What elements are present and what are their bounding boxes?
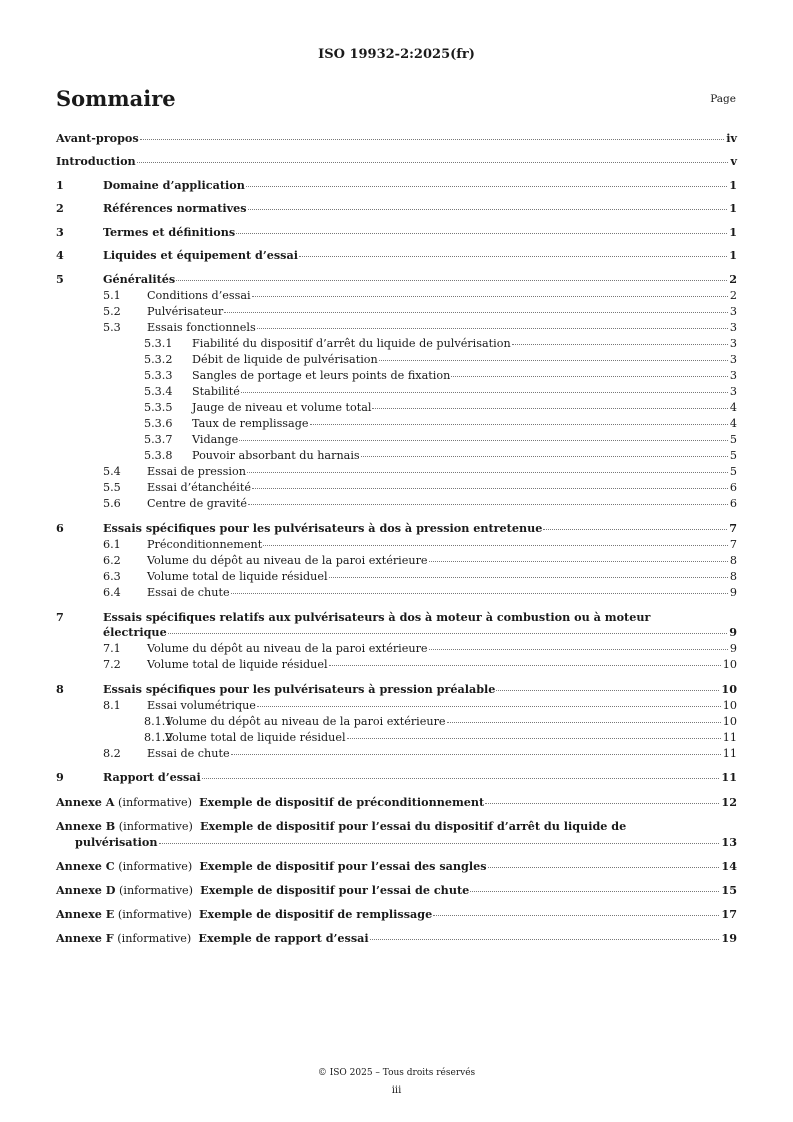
toc-entry-7[interactable] bbox=[103, 626, 737, 639]
toc-entry-text: Jauge de niveau et volume total bbox=[192, 401, 372, 414]
toc-entry-8-2[interactable] bbox=[103, 747, 737, 760]
toc-entry-page: 9 bbox=[729, 642, 737, 655]
annex-kind: (informative) bbox=[117, 908, 192, 921]
toc-entry-2[interactable] bbox=[56, 201, 737, 215]
toc-entry-annex-e[interactable] bbox=[56, 908, 737, 921]
toc-entry-page: 2 bbox=[729, 272, 737, 286]
toc-entry-page: 19 bbox=[721, 931, 737, 945]
toc-entry-7-2[interactable] bbox=[103, 658, 737, 671]
toc-entry-number: 5.3.3 bbox=[144, 369, 173, 382]
toc-entry-text: Volume du dépôt au niveau de la paroi extérieure bbox=[165, 715, 446, 728]
toc-entry-1[interactable] bbox=[56, 178, 737, 192]
toc-entry-text: Volume total de liquide résiduel bbox=[147, 658, 328, 671]
toc-entry-number: 6.4 bbox=[103, 586, 121, 599]
toc-entry-number: 4 bbox=[56, 248, 64, 262]
toc-entry-text: Avant-propos bbox=[56, 131, 139, 145]
toc-entry-text: Essai de pression bbox=[147, 465, 246, 478]
toc-entry-text: Essais spécifiques pour les pulvérisateurs à dos à pression entretenue bbox=[103, 521, 543, 535]
toc-entry-text: Fiabilité du dispositif d’arrêt du liquide de pulvérisation bbox=[192, 337, 511, 350]
toc-entry-text: Vidange bbox=[192, 433, 239, 446]
toc-entry-7-number: 7 bbox=[56, 610, 64, 624]
toc-entry-text: Exemple de dispositif de remplissage bbox=[199, 907, 433, 921]
page-number: iii bbox=[391, 1085, 402, 1096]
toc-entry-page: 3 bbox=[729, 337, 737, 350]
toc-entry-page: 7 bbox=[729, 521, 737, 535]
toc-entry-6-2[interactable] bbox=[103, 554, 737, 567]
toc-entry-number: 5.3 bbox=[103, 321, 121, 334]
toc-entry-text: Préconditionnement bbox=[147, 538, 263, 551]
toc-entry-number: 5.3.8 bbox=[144, 449, 173, 462]
toc-entry-5-3-4[interactable] bbox=[144, 385, 737, 398]
toc-entry-number: 5.3.5 bbox=[144, 401, 173, 414]
annex-kind: (informative) bbox=[117, 932, 192, 945]
toc-entry-text: Essai volumétrique bbox=[147, 699, 256, 712]
toc-entry-5-3-6[interactable] bbox=[144, 417, 737, 430]
toc-entry-5-3-1[interactable] bbox=[144, 337, 737, 350]
annex-label: Annexe C bbox=[56, 859, 115, 873]
toc-entry-text: Essai de chute bbox=[147, 747, 230, 760]
toc-entry-6-1[interactable] bbox=[103, 538, 737, 551]
toc-entry-5-6[interactable] bbox=[103, 497, 737, 510]
toc-entry-number: 8 bbox=[56, 682, 64, 696]
toc-entry-page: 7 bbox=[729, 538, 737, 551]
toc-entry-5-3-7[interactable] bbox=[144, 433, 737, 446]
toc-entry-number: 5.4 bbox=[103, 465, 121, 478]
annex-kind: (informative) bbox=[118, 796, 193, 809]
toc-entry-text: Liquides et équipement d’essai bbox=[103, 248, 298, 262]
toc-entry-page: iv bbox=[726, 131, 737, 145]
toc-entry-number: 5.3.2 bbox=[144, 353, 173, 366]
toc-entry-4[interactable] bbox=[56, 248, 737, 262]
toc-entry-text: Essai de chute bbox=[147, 586, 230, 599]
toc-entry-text: Pouvoir absorbant du harnais bbox=[192, 449, 360, 462]
toc-entry-text: Termes et définitions bbox=[103, 225, 236, 239]
toc-entry-5-2[interactable] bbox=[103, 305, 737, 318]
toc-entry-5-3[interactable] bbox=[103, 321, 737, 334]
toc-entry-number: 6.1 bbox=[103, 538, 121, 551]
toc-entry-annex-f[interactable] bbox=[56, 932, 737, 945]
toc-entry-8-1-2[interactable] bbox=[144, 731, 737, 744]
toc-entry-introduction[interactable] bbox=[56, 155, 737, 168]
toc-entry-5-5[interactable] bbox=[103, 481, 737, 494]
toc-entry-page: 9 bbox=[729, 586, 737, 599]
toc-entry-page: 10 bbox=[722, 715, 737, 728]
toc-entry-page: 4 bbox=[729, 401, 737, 414]
toc-entry-page: 5 bbox=[729, 433, 737, 446]
toc-entry-page: 14 bbox=[721, 859, 737, 873]
toc-entry-page: 10 bbox=[721, 682, 737, 696]
toc-entry-number: 7.1 bbox=[103, 642, 121, 655]
toc-entry-text: Domaine d’application bbox=[103, 178, 245, 192]
toc-entry-6-3[interactable] bbox=[103, 570, 737, 583]
toc-entry-number: 5 bbox=[56, 272, 64, 286]
toc-entry-text: Exemple de dispositif pour l’essai du dispositif d’arrêt du liquide de bbox=[199, 819, 627, 833]
toc-entry-text: Essai d’étanchéité bbox=[147, 481, 251, 494]
toc-entry-number: 5.6 bbox=[103, 497, 121, 510]
toc-entry-8-1-1[interactable] bbox=[144, 715, 737, 728]
toc-entry-page: v bbox=[730, 154, 737, 168]
toc-entry-page: 13 bbox=[721, 835, 737, 849]
annex-label: Annexe D bbox=[56, 883, 116, 897]
toc-entry-page: 5 bbox=[729, 465, 737, 478]
toc-entry-number: 5.3.1 bbox=[144, 337, 173, 350]
toc-entry-number: 6.2 bbox=[103, 554, 121, 567]
toc-entry-page: 3 bbox=[729, 321, 737, 334]
toc-entry-page: 1 bbox=[729, 178, 737, 192]
annex-label: Annexe B bbox=[56, 819, 116, 833]
toc-entry-3[interactable] bbox=[56, 225, 737, 239]
toc-entry-text: Essais spécifiques pour les pulvérisateurs à pression préalable bbox=[103, 682, 496, 696]
toc-entry-text: Sangles de portage et leurs points de fixation bbox=[192, 369, 451, 382]
toc-entry-number: 8.1.1 bbox=[144, 715, 173, 728]
toc-entry-text: Exemple de dispositif de préconditionnement bbox=[199, 795, 485, 809]
toc-entry-text: Exemple de dispositif pour l’essai des sangles bbox=[199, 859, 487, 873]
toc-entry-number: 1 bbox=[56, 178, 64, 192]
toc-entry-page: 3 bbox=[729, 385, 737, 398]
toc-entry-page: 1 bbox=[729, 225, 737, 239]
annex-kind: (informative) bbox=[118, 820, 193, 833]
toc-entry-text: Introduction bbox=[56, 154, 136, 168]
toc-entry-text: Conditions d’essai bbox=[147, 289, 251, 302]
toc-entry-number: 6 bbox=[56, 521, 64, 535]
toc-entry-annex-d[interactable] bbox=[56, 884, 737, 897]
toc-entry-5-3-2[interactable] bbox=[144, 353, 737, 366]
toc-entry-5-1[interactable] bbox=[103, 289, 737, 302]
toc-entry-avant-propos[interactable] bbox=[56, 132, 737, 145]
toc-entry-page: 3 bbox=[729, 353, 737, 366]
toc-entry-number: 8.1.2 bbox=[144, 731, 173, 744]
toc-entry-page: 15 bbox=[721, 883, 737, 897]
toc-entry-text: Volume du dépôt au niveau de la paroi extérieure bbox=[147, 554, 428, 567]
annex-kind: (informative) bbox=[118, 860, 193, 873]
page-title: Sommaire bbox=[56, 86, 176, 111]
toc-entry-6-4[interactable] bbox=[103, 586, 737, 599]
page-column-label: Page bbox=[710, 93, 736, 105]
toc-entry-7-line1[interactable]: Essais spécifiques relatifs aux pulvérisateurs à dos à moteur à combustion ou à moteur bbox=[103, 610, 651, 624]
toc-entry-number: 8.2 bbox=[103, 747, 121, 760]
toc-entry-page: 6 bbox=[729, 481, 737, 494]
toc-entry-text: Stabilité bbox=[192, 385, 240, 398]
toc-entry-page: 1 bbox=[729, 248, 737, 262]
toc-entry-page: 6 bbox=[729, 497, 737, 510]
toc-entry-5-4[interactable] bbox=[103, 465, 737, 478]
toc-entry-text: Exemple de dispositif pour l’essai de chute bbox=[200, 883, 470, 897]
toc-entry-6[interactable] bbox=[56, 521, 737, 535]
toc-entry-number: 7.2 bbox=[103, 658, 121, 671]
toc-entry-text: Volume total de liquide résiduel bbox=[147, 570, 328, 583]
toc-entry-text: Exemple de rapport d’essai bbox=[198, 931, 369, 945]
toc-entry-page: 2 bbox=[729, 289, 737, 302]
toc-entry-page: 8 bbox=[729, 554, 737, 567]
toc-entry-text: Références normatives bbox=[103, 201, 247, 215]
toc-entry-text: Pulvérisateur bbox=[147, 305, 224, 318]
toc-entry-number: 6.3 bbox=[103, 570, 121, 583]
toc-entry-page: 3 bbox=[729, 305, 737, 318]
toc-entry-text: Débit de liquide de pulvérisation bbox=[192, 353, 378, 366]
toc-entry-9[interactable] bbox=[56, 770, 737, 784]
toc-entry-page: 3 bbox=[729, 369, 737, 382]
toc-entry-number: 5.3.4 bbox=[144, 385, 173, 398]
toc-entry-page: 4 bbox=[729, 417, 737, 430]
toc-entry-annex-a[interactable] bbox=[56, 796, 737, 809]
annex-label: Annexe E bbox=[56, 907, 115, 921]
toc-entry-page: 11 bbox=[721, 770, 737, 784]
toc-entry-number: 5.5 bbox=[103, 481, 121, 494]
toc-entry-8[interactable] bbox=[56, 682, 737, 696]
toc-entry-text: Essais fonctionnels bbox=[147, 321, 256, 334]
toc-entry-5[interactable] bbox=[56, 272, 737, 286]
toc-entry-number: 5.3.6 bbox=[144, 417, 173, 430]
toc-entry-7-1[interactable] bbox=[103, 642, 737, 655]
toc-entry-page: 8 bbox=[729, 570, 737, 583]
toc-entry-text: Généralités bbox=[103, 272, 176, 286]
toc-entry-5-3-5[interactable] bbox=[144, 401, 737, 414]
toc-entry-text: pulvérisation bbox=[75, 835, 158, 849]
toc-entry-page: 12 bbox=[721, 795, 737, 809]
toc-entry-annex-c[interactable] bbox=[56, 860, 737, 873]
toc-entry-number: 5.2 bbox=[103, 305, 121, 318]
toc-entry-page: 17 bbox=[721, 907, 737, 921]
toc-entry-number: 3 bbox=[56, 225, 64, 239]
annex-kind: (informative) bbox=[119, 884, 194, 897]
toc-entry-text: Volume du dépôt au niveau de la paroi extérieure bbox=[147, 642, 428, 655]
toc-entry-number: 9 bbox=[56, 770, 64, 784]
toc-entry-page: 10 bbox=[722, 658, 737, 671]
copyright-footer: © ISO 2025 – Tous droits réservés bbox=[317, 1068, 476, 1078]
toc-entry-text: Rapport d’essai bbox=[103, 770, 201, 784]
toc-entry-5-3-8[interactable] bbox=[144, 449, 737, 462]
toc-entry-page: 10 bbox=[722, 699, 737, 712]
toc-entry-annex-b[interactable] bbox=[75, 836, 737, 849]
document-id-header: ISO 19932-2:2025(fr) bbox=[318, 47, 475, 62]
toc-entry-8-1[interactable] bbox=[103, 699, 737, 712]
toc-entry-number: 8.1 bbox=[103, 699, 121, 712]
toc-entry-page: 5 bbox=[729, 449, 737, 462]
toc-entry-page: 11 bbox=[722, 731, 737, 744]
toc-entry-text: Volume total de liquide résiduel bbox=[165, 731, 346, 744]
toc-entry-text: Centre de gravité bbox=[147, 497, 247, 510]
toc-entry-annex-b-line1[interactable] bbox=[56, 820, 737, 833]
toc-entry-5-3-3[interactable] bbox=[144, 369, 737, 382]
toc-entry-number: 2 bbox=[56, 201, 64, 215]
toc-entry-page: 9 bbox=[729, 625, 737, 639]
toc-entry-number: 5.3.7 bbox=[144, 433, 173, 446]
toc-entry-page: 1 bbox=[729, 201, 737, 215]
annex-label: Annexe A bbox=[56, 795, 115, 809]
toc-entry-text: électrique bbox=[103, 625, 167, 639]
toc-entry-number: 5.1 bbox=[103, 289, 121, 302]
toc-entry-text: Taux de remplissage bbox=[192, 417, 309, 430]
toc-entry-page: 11 bbox=[722, 747, 737, 760]
annex-label: Annexe F bbox=[56, 931, 114, 945]
